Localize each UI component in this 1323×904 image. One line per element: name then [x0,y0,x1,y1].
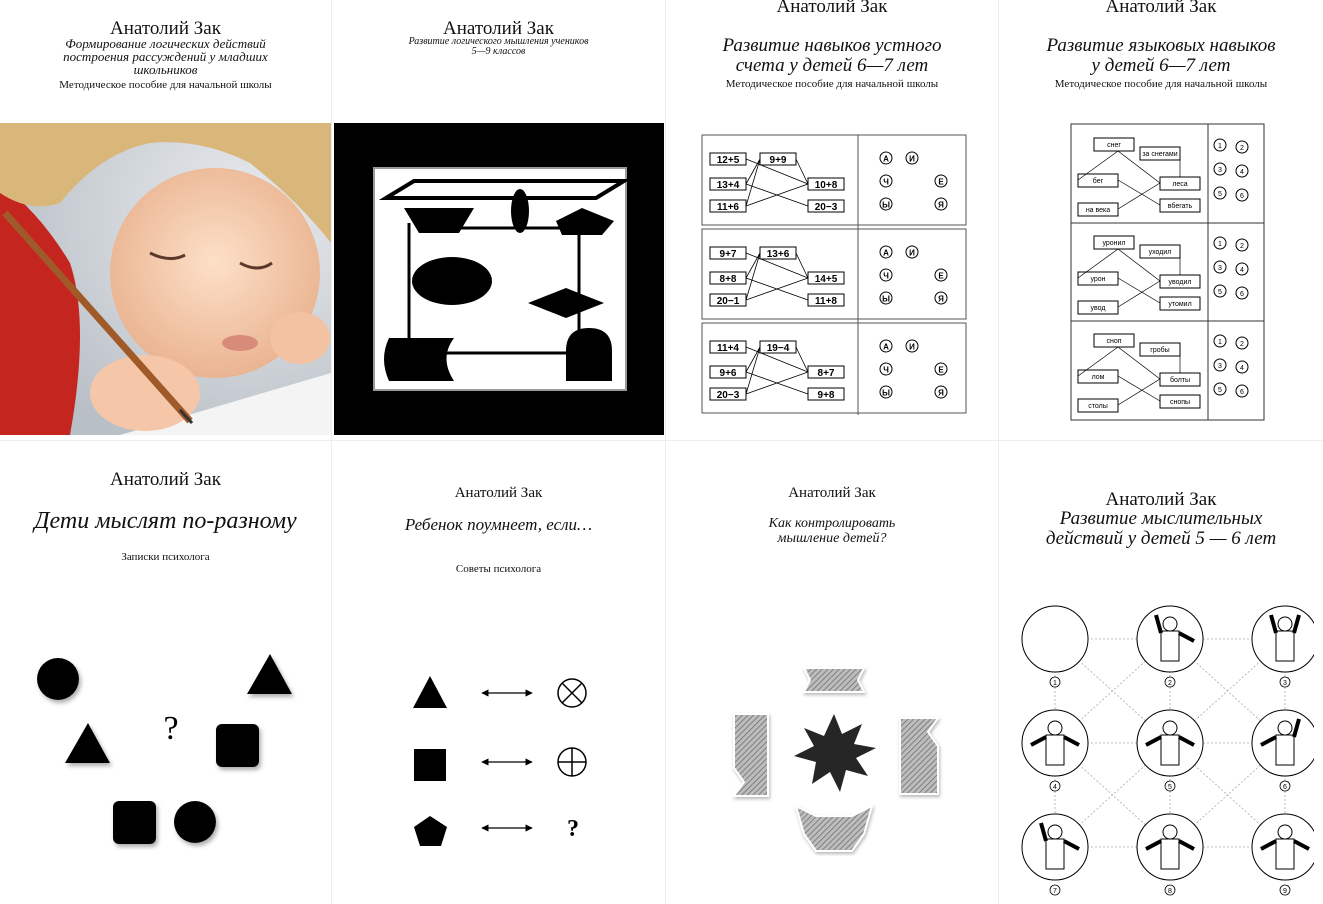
book-cover-1[interactable] [0,0,331,440]
expression-label: 19−4 [766,343,790,354]
title-line: построения рассуждений у младших [63,49,268,64]
black-shapes-frame [334,123,664,435]
child-writing-photo [0,123,331,435]
expression-label: 11+6 [717,202,739,213]
figure-body [1276,735,1294,765]
book-title [666,36,998,76]
book-cover-3[interactable] [666,0,998,440]
word-label: лом [1091,374,1105,381]
book-cover-5[interactable] [0,441,331,904]
figure-number: 5 [1168,784,1172,791]
book-title [999,36,1323,76]
title-line: Развитие логического мышления учеников [408,36,589,47]
expression-label: 9+6 [719,368,737,379]
book-cover-8[interactable] [999,441,1323,904]
expression-label: 10+8 [814,180,838,191]
ribbons-star [716,656,951,856]
letter-label: А [883,154,889,164]
word-panels [1070,123,1266,423]
letter-label: Ы [882,200,890,210]
digit-label: 6 [1240,389,1244,396]
title-line: Формирование логических действий [65,36,266,51]
expression-label: 11+8 [815,296,837,307]
letter-label: Ы [882,294,890,304]
expression-label: 11+4 [717,343,739,354]
letter-label: Ч [883,365,889,375]
word-label: уронил [1102,240,1126,247]
book-subtitle: Методическое пособие для начальной школы [59,79,272,91]
book-title [0,37,331,76]
shape-arrows [392,666,622,856]
figure-number: 9 [1283,888,1287,895]
question-mark: ? [163,710,179,747]
book-subtitle: Методическое пособие для начальной школы [725,78,939,90]
title-line: школьников [133,62,198,77]
author-name: Анатолий Зак [454,485,543,501]
title-line: Развитие навыков устного [722,35,942,56]
book-title [999,509,1323,549]
title-line: Ребенок поумнеет, если… [404,515,593,534]
figure-number: 4 [1053,784,1057,791]
letter-label: Ч [883,271,889,281]
digit-label: 6 [1240,291,1244,298]
title-line: мышление детей? [777,531,887,546]
figures-grid [1014,601,1314,901]
word-label: снег [1107,142,1121,149]
expression-label: 8+8 [719,274,737,285]
book-title [332,37,665,57]
author-name: Анатолий Зак [110,18,221,39]
expression-label: 9+8 [817,390,835,401]
digit-label: 5 [1218,289,1222,296]
title-line: Развитие языковых навыков [1046,35,1276,56]
author-name: Анатолий Зак [443,18,554,39]
figure-number: 2 [1168,680,1172,687]
word-label: снопы [1169,399,1191,406]
book-cover-7[interactable] [666,441,998,904]
book-title [332,515,665,535]
expression-label: 20−1 [716,296,740,307]
title-line: Развитие мыслительных [1059,508,1263,529]
book-subtitle: Записки психолога [121,551,210,563]
expression-label: 14+5 [814,274,838,285]
word-label: за снегами [1142,151,1178,158]
digit-label: 5 [1218,191,1222,198]
letter-label: Ч [883,177,889,187]
digit-label: 3 [1218,363,1222,370]
title-line: Дети мыслят по-разному [34,508,297,534]
figure-body [1161,631,1179,661]
book-cover-6[interactable] [332,441,665,904]
shapes-question [0,641,331,861]
letter-label: А [883,248,889,258]
figure-body [1276,631,1294,661]
letter-label: Е [938,365,944,375]
word-label: урон [1090,276,1106,283]
author-name: Анатолий Зак [776,0,888,17]
figure-number: 8 [1168,888,1172,895]
digit-label: 1 [1218,339,1222,346]
digit-label: 3 [1218,167,1222,174]
letter-label: Ы [882,388,890,398]
title-line: у детей 6—7 лет [1091,55,1231,76]
question-mark: ? [567,816,579,842]
digit-label: 2 [1240,145,1244,152]
letter-label: И [909,248,915,258]
figure-head [1048,721,1062,735]
figure-number: 7 [1053,888,1057,895]
book-title [666,516,998,546]
word-label: на века [1085,207,1111,214]
expression-label: 8+7 [817,368,835,379]
letter-label: Я [938,388,944,398]
book-title [0,508,331,534]
word-label: уходил [1148,249,1172,256]
expression-label: 9+7 [719,249,737,260]
letter-label: Е [938,271,944,281]
author-name: Анатолий Зак [1105,0,1217,17]
digit-label: 4 [1240,267,1244,274]
word-label: сноп [1106,338,1122,345]
digit-label: 6 [1240,193,1244,200]
expression-label: 20−3 [716,390,740,401]
book-cover-4[interactable] [999,0,1323,440]
author-name: Анатолий Зак [110,469,221,490]
word-label: вбегать [1167,203,1193,210]
letter-label: Я [938,294,944,304]
word-label: болты [1169,377,1191,384]
author-name: Анатолий Зак [1105,489,1217,510]
figure-number: 6 [1283,784,1287,791]
book-subtitle: Методическое пособие для начальной школы [1054,78,1268,90]
figure-body [1161,839,1179,869]
letter-label: И [909,154,915,164]
book-subtitle: Советы психолога [455,563,542,575]
title-line: 5—9 классов [471,46,526,57]
figure-circle [1022,606,1088,672]
expression-label: 12+5 [716,155,740,166]
digit-label: 4 [1240,365,1244,372]
expression-label: 13+4 [716,180,740,191]
arithmetic-panels [700,133,970,418]
author-name: Анатолий Зак [788,485,876,501]
digit-label: 2 [1240,341,1244,348]
figure-number: 1 [1053,680,1057,687]
digit-label: 3 [1218,265,1222,272]
digit-label: 5 [1218,387,1222,394]
expression-label: 9+9 [769,155,787,166]
letter-label: А [883,342,889,352]
letter-label: Я [938,200,944,210]
book-cover-2[interactable] [332,0,665,440]
title-line: Как контролировать [768,516,896,531]
figure-head [1163,721,1177,735]
word-label: увод [1090,305,1106,312]
figure-head [1163,617,1177,631]
figure-head [1278,825,1292,839]
expression-label: 20−3 [814,202,838,213]
expression-label: 13+6 [766,249,790,260]
figure-body [1046,735,1064,765]
word-label: уводил [1168,279,1192,286]
figure-head [1163,825,1177,839]
digit-label: 2 [1240,243,1244,250]
figure-body [1161,735,1179,765]
digit-label: 1 [1218,143,1222,150]
figure-head [1278,721,1292,735]
figure-head [1048,825,1062,839]
letter-label: И [909,342,915,352]
digit-label: 1 [1218,241,1222,248]
word-label: столы [1088,403,1108,410]
word-label: гробы [1150,347,1170,354]
figure-body [1046,839,1064,869]
title-line: действий у детей 5 — 6 лет [1045,528,1277,549]
title-line: счета у детей 6—7 лет [735,55,929,76]
word-label: леса [1172,181,1188,188]
digit-label: 4 [1240,169,1244,176]
letter-label: Е [938,177,944,187]
figure-head [1278,617,1292,631]
word-label: утомил [1168,301,1192,308]
figure-number: 3 [1283,680,1287,687]
word-label: бег [1092,178,1104,185]
figure-body [1276,839,1294,869]
